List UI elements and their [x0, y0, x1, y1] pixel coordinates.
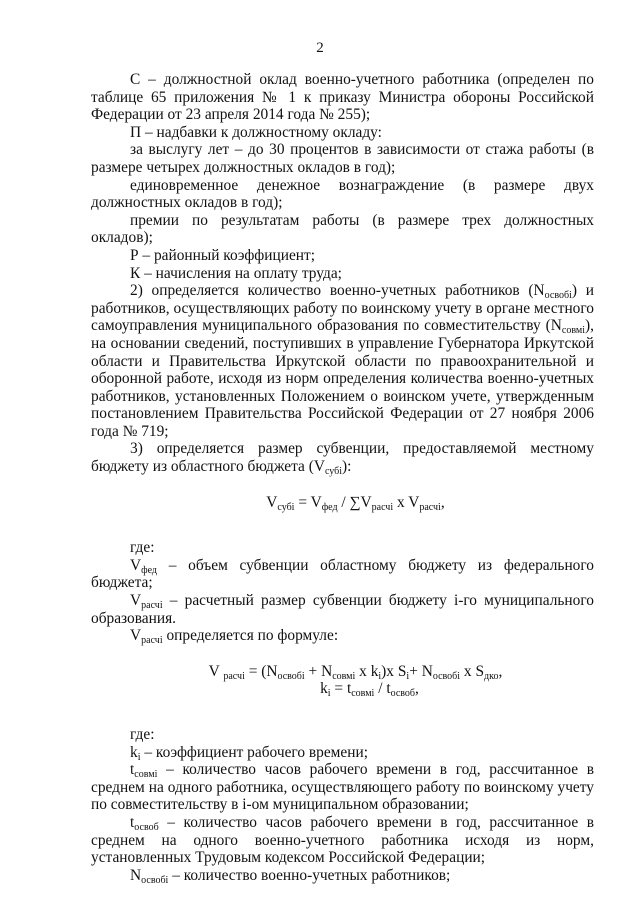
definition-n-osvob: $N_{освобi}$ – количество военно-учетных работников; — [130, 866, 451, 886]
formula-k-i: $k_i = t_{совмi} / t_{освоб}$, — [320, 680, 419, 700]
definition-k-i: $k_i$ – коэффициент рабочего времени; — [130, 743, 368, 763]
definition-t-sovm: $t_{совмi}$ – количество часов рабочего времени в год, рассчитанное в среднем на одного работника, осуществляющего работу по воинскому учету по совместительству в i-ом муниципальном образовании; — [91, 761, 594, 814]
formula-intro: $V_{расчi}$ определяется по формуле: — [130, 627, 339, 647]
paragraph-premii: премии по результатам работы (в размере трех должностных окладов); — [91, 211, 594, 247]
paragraph-c: С – должностной оклад военно-учетного работника (определен по таблице 65 приложения № 1 к приказу Министра обороны Российской Федерации от 23 апреля 2014 года № 255); — [91, 71, 594, 124]
definition-v-fed: $V_{фед}$ – объем субвенции областному бюджету из федерального бюджета; — [91, 556, 594, 592]
formula-v-subi: $V_{субi} = V_{фед} / \sum V_{расчi}$ x $V_{расчi}$, — [266, 493, 445, 513]
paragraph-r: Р – районный коэффициент; — [130, 246, 316, 264]
item-3: 3) определяется размер субвенции, предоставляемой местному бюджету из областного бюджета $(V_{субi})$: — [91, 440, 594, 478]
definition-t-osvob: $t_{освоб}$ – количество часов рабочего времени в год, рассчитанное в среднем на одного военно-учетного работника исходя из норм, установленных Трудовым кодексом Российской Федерации; — [91, 813, 594, 867]
item-2: 2) определяется количество военно-учетных работников $(N_{освобi})$ и работников, осуществляющих работу по воинскому учету в органе местного самоуправления муниципального образования по совместительству $(N_{совмi})$, на основании сведений, поступивших в управление Губернатора Иркутской области и Правительства Иркутской области по правоохранительной и оборонной работе, исходя из норм определения количества военно-учетных работников, установленных Положением о воинском учете, утвержденным постановлением Правительства Российской Федерации от 27 ноября 2006 года № 719; — [91, 282, 594, 440]
gde-label-1: где: — [130, 539, 155, 557]
gde-label-2: где: — [130, 726, 155, 743]
page-number: 2 — [316, 40, 324, 56]
definition-v-rasch: $V_{расчi}$ – расчетный размер субвенции бюджету i-го муниципального образования. — [91, 592, 594, 627]
formula-v-raschi: V $_{расчi} = (N_{освобi} + N_{совмi}$ x $k_i)x$ $S_i+ N_{освобi}$ x $S_{дко}$, — [208, 662, 503, 682]
paragraph-p: П – надбавки к должностному окладу: — [130, 123, 382, 141]
paragraph-edinovremennoe: единовременное денежное вознаграждение (в размере двух должностных окладов в год); — [91, 176, 594, 212]
paragraph-vysluga: за выслугу лет – до 30 процентов в зависимости от стажа работы (в размере четырех должностных окладов в год); — [91, 141, 594, 176]
paragraph-k: К – начисления на оплату труда; — [130, 264, 342, 282]
document-body — [91, 71, 594, 884]
